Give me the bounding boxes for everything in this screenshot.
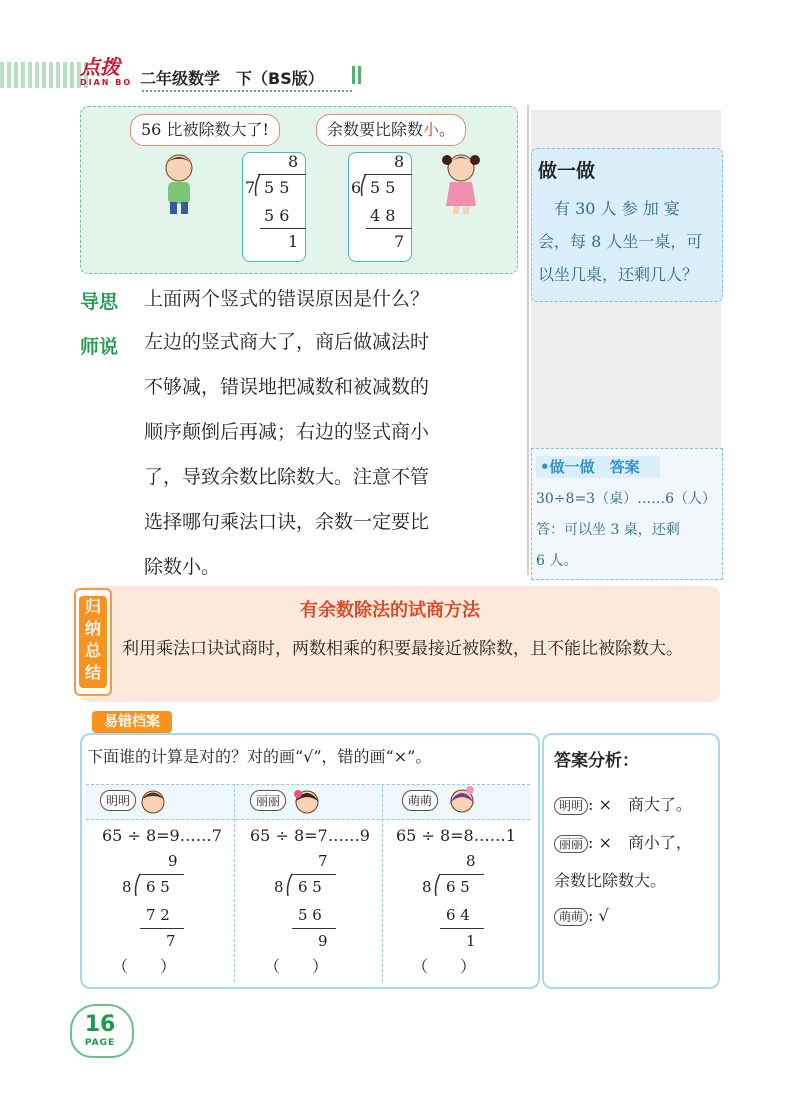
answer-blank-mengmeng[interactable]: （ ） (412, 957, 477, 976)
mengmeng-avatar (446, 784, 478, 816)
mingming-avatar (138, 786, 168, 816)
page-word: PAGE (84, 1038, 116, 1048)
division-bar-left (258, 174, 306, 175)
dividend-left: 5 5 (264, 178, 290, 197)
column-separator-2 (382, 784, 383, 982)
analysis-mingming: 明明 : × 商大了。 (554, 792, 692, 815)
remainder-mengmeng: 1 (466, 932, 476, 950)
remainder-mingming: 7 (166, 932, 176, 950)
divisor-left: 7 (245, 178, 256, 197)
subtract-line-mingming (140, 928, 184, 929)
equation-mengmeng: 65 ÷ 8=8……1 (396, 826, 516, 845)
quotient-left: 8 (288, 152, 299, 171)
dividend-mingming: 6 5 (146, 878, 170, 896)
error-archive-tag: 易错档案 (92, 711, 172, 733)
divisor-mengmeng: 8 (422, 878, 432, 896)
remainder-right: 7 (394, 232, 405, 251)
teacher-label: 师说 (80, 336, 119, 358)
subtract-line-lili (292, 928, 336, 929)
quotient-lili: 7 (318, 852, 328, 870)
header-title: 二年级数学 下（BS版） (140, 69, 324, 88)
quotient-mingming: 9 (168, 852, 178, 870)
answer-analysis-title: 答案分析： (554, 751, 639, 771)
column-separator-1 (234, 784, 235, 982)
lili-avatar (292, 786, 322, 816)
divisor-right: 6 (351, 178, 362, 197)
division-bracket-mengmeng (434, 874, 442, 896)
answer-blank-lili[interactable]: （ ） (264, 957, 329, 976)
side-separator (527, 105, 529, 575)
division-bar-mingming (140, 874, 184, 875)
subtract-line-left (260, 228, 306, 229)
guide-label: 导思 (80, 291, 119, 313)
speech-bubble-right: 余数要比除数小。 (316, 114, 466, 146)
product-lili: 5 6 (298, 906, 322, 924)
header-bars (352, 66, 366, 84)
answer-analysis-box (542, 733, 720, 989)
try-it-title: 做一做 (538, 160, 596, 182)
equation-lili: 65 ÷ 8=7……9 (250, 826, 370, 845)
summary-tag: 归纳总结 (79, 596, 107, 688)
subtract-line-mengmeng (440, 928, 484, 929)
summary-text: 利用乘法口诀试商时，两数相乘的积要最接近被除数，且不能比被除数大。 (122, 639, 683, 659)
boy-figure (156, 150, 202, 216)
remainder-left: 1 (288, 232, 299, 251)
subtract-line-right (366, 228, 412, 229)
analysis-lili: 丽丽 : × 商小了， (554, 830, 692, 853)
divisor-lili: 8 (274, 878, 284, 896)
name-tag-mengmeng: 萌萌 (402, 790, 438, 811)
division-bar-lili (292, 874, 336, 875)
error-question: 下面谁的计算是对的？对的画“√”，错的画“×”。 (87, 747, 432, 766)
name-tag-lili: 丽丽 (250, 790, 286, 811)
girl-figure (438, 150, 484, 216)
product-right: 4 8 (370, 206, 396, 225)
division-bracket-right (360, 174, 368, 196)
analysis-lili-cont: 余数比除数大。 (554, 871, 667, 890)
speech-bubble-left: 56 比被除数大了! (130, 114, 280, 146)
product-mingming: 7 2 (146, 906, 170, 924)
name-tag-mingming: 明明 (100, 790, 136, 811)
division-bracket-lili (286, 874, 294, 896)
product-mengmeng: 6 4 (446, 906, 470, 924)
header-underline (142, 90, 352, 92)
quotient-right: 8 (394, 152, 405, 171)
division-bracket-left (254, 174, 262, 196)
logo: 点拨 DIAN BO (80, 55, 133, 87)
summary-title: 有余数除法的试商方法 (300, 600, 480, 621)
guide-text: 上面两个竖式的错误原因是什么？ (144, 288, 430, 310)
quotient-mengmeng: 8 (466, 852, 476, 870)
divisor-mingming: 8 (122, 878, 132, 896)
division-bar-mengmeng (440, 874, 484, 875)
remainder-lili: 9 (318, 932, 328, 950)
division-bracket-mingming (134, 874, 142, 896)
equation-mingming: 65 ÷ 8=9……7 (102, 826, 222, 845)
dividend-mengmeng: 6 5 (446, 878, 470, 896)
teacher-text: 左边的竖式商大了，商后做减法时 不够减，错误地把减数和被减数的 顺序颠倒后再减；右边的竖式商小 了，导致余数比除数大。注意不管 选择哪句乘法口诀，余数一定要比 除数小。 (144, 331, 430, 578)
try-it-answer-text: 30÷8=3（桌）……6（人） 答：可以坐 3 桌，还剩 6 人。 (536, 491, 716, 569)
try-it-text: 有 30 人 参 加 宴 会，每 8 人坐一桌，可 以坐几桌，还剩几人？ (538, 199, 703, 284)
product-left: 5 6 (264, 206, 290, 225)
division-bar-right (364, 174, 412, 175)
try-it-answer-title: •做一做 答案 (536, 456, 660, 478)
page-number: 16 (84, 1012, 116, 1037)
analysis-mengmeng: 萌萌 : √ (554, 906, 609, 925)
header-stripe (0, 62, 88, 88)
answer-blank-mingming[interactable]: （ ） (112, 957, 177, 976)
dividend-lili: 6 5 (298, 878, 322, 896)
dividend-right: 5 5 (370, 178, 396, 197)
